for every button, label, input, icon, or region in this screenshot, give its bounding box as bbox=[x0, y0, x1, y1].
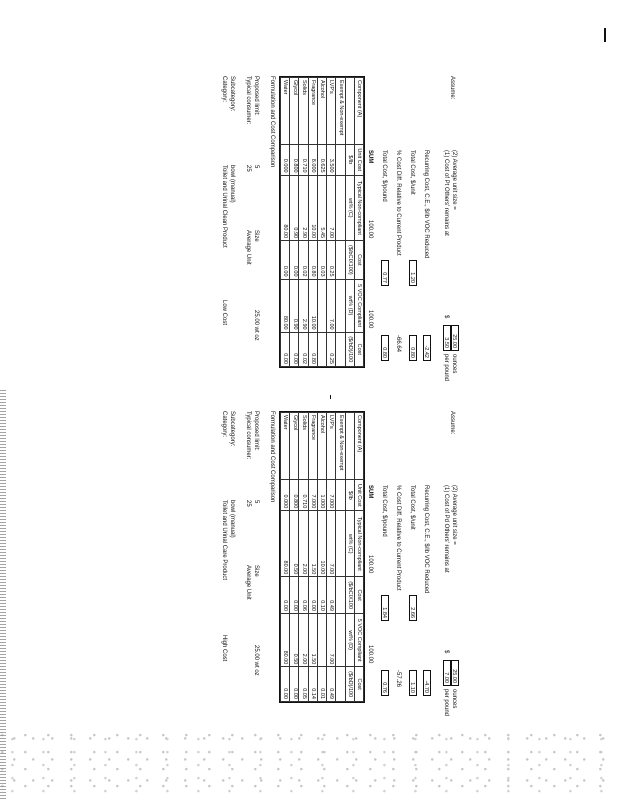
wt-d-cell: 80.00 bbox=[281, 613, 290, 666]
sum-d: 100.00 bbox=[367, 645, 373, 664]
table-row bbox=[336, 78, 345, 367]
unit-cost-cell bbox=[336, 480, 345, 511]
dollar-sign: $ bbox=[443, 650, 449, 654]
cost-d-cell: 0.00 bbox=[290, 667, 299, 702]
category-label: Category: bbox=[221, 411, 227, 438]
component-cell: Exempt & Non-exempt bbox=[336, 78, 345, 145]
wt-d-cell: 7.00 bbox=[327, 613, 336, 666]
component-cell: Water bbox=[281, 413, 290, 480]
wt-c-cell: 80.00 bbox=[281, 175, 290, 241]
assume-unit2: ounces bbox=[451, 689, 457, 709]
header-voc-compliant: 5 VOC Compliant bbox=[354, 613, 363, 666]
component-cell: Exempt & Non-exempt bbox=[336, 413, 345, 480]
header-cost-b: Cost bbox=[354, 332, 363, 366]
wt-d-cell: 7.00 bbox=[327, 279, 336, 332]
table-row bbox=[281, 78, 290, 367]
recurring-value: -4.70 bbox=[423, 670, 431, 696]
unit-cost-cell bbox=[336, 144, 345, 175]
header-cost: Cost bbox=[354, 577, 363, 614]
assume-label: Assume: bbox=[449, 76, 455, 100]
cost-c-cell: 0.06 bbox=[299, 577, 308, 614]
assume-unit1: per pound bbox=[443, 689, 449, 717]
wt-c-cell bbox=[336, 511, 345, 577]
total-cost-c: 1.84 bbox=[381, 595, 389, 621]
proposed-limit-label: Proposed limit: bbox=[253, 76, 259, 116]
cost-d-cell bbox=[317, 332, 326, 366]
table-row bbox=[327, 413, 336, 702]
subcategory-value: bowl (manual) bbox=[229, 165, 235, 203]
cost-d-cell: 0.05 bbox=[299, 667, 308, 702]
cost-d-cell: 0.00 bbox=[281, 667, 290, 702]
wt-c-cell: 10.00 bbox=[317, 511, 326, 577]
cost-d-cell: 0.25 bbox=[327, 332, 336, 366]
table-row bbox=[299, 78, 308, 367]
component-cell: Alcohol bbox=[317, 413, 326, 480]
typical-consumer-label: Typical consumer: bbox=[245, 76, 251, 125]
total-cost-label: Total Cost, $/pound bbox=[381, 150, 387, 202]
component-cell: Solids bbox=[299, 413, 308, 480]
wt-c-cell: 7.00 bbox=[327, 511, 336, 577]
sum-d: 100.00 bbox=[367, 310, 373, 329]
total-unit-d: 0.80 bbox=[409, 335, 417, 361]
recurring-label: Recurring Cost, C.E., $/lb VOC Reduced bbox=[423, 150, 429, 259]
cost-c-cell: 0.02 bbox=[299, 241, 308, 279]
wt-c-cell bbox=[336, 175, 345, 241]
header-wt-d: wt% (D) bbox=[345, 279, 354, 332]
cost-c-cell: 0.25 bbox=[327, 241, 336, 279]
dollar-sign: $ bbox=[443, 315, 449, 319]
component-cell: Fragrance bbox=[308, 78, 317, 145]
wt-c-cell: 10.00 bbox=[308, 175, 317, 241]
table-row bbox=[308, 78, 317, 367]
scan-mark bbox=[604, 28, 606, 42]
wt-c-cell: 2.00 bbox=[299, 511, 308, 577]
consumer-value: 25 bbox=[245, 500, 251, 507]
sum-label: SUM bbox=[367, 150, 373, 164]
pct-diff-label: % Cost Diff. Relative to Current Product bbox=[395, 485, 401, 591]
formulation-table bbox=[279, 411, 365, 703]
cost-d-cell: 0.00 bbox=[290, 332, 299, 366]
category-value: Toilet and Urinal Care Product bbox=[221, 500, 227, 581]
subcategory-value: bowl (manual) bbox=[229, 500, 235, 538]
cost-c-cell: 0.00 bbox=[290, 577, 299, 614]
component-cell: Solids bbox=[299, 78, 308, 145]
assume-unit1: per pound bbox=[443, 354, 449, 382]
pct-diff-label: % Cost Diff. Relative to Current Product bbox=[395, 150, 401, 256]
cost-c-cell bbox=[336, 577, 345, 614]
assume-val2: 25.00 bbox=[451, 660, 459, 686]
unit-cost-cell: 8.000 bbox=[308, 144, 317, 175]
header-unit-cost-units: $/lb bbox=[345, 144, 354, 175]
wt-c-cell: 7.00 bbox=[327, 175, 336, 241]
unit-cost-cell: 0.710 bbox=[299, 480, 308, 511]
wt-c-cell: 1.50 bbox=[308, 511, 317, 577]
wt-c-cell: 0.50 bbox=[290, 511, 299, 577]
component-cell: Glycol bbox=[290, 413, 299, 480]
assume-1: (1) Cost of Pd Others' remains at bbox=[443, 485, 449, 573]
header-cost: Cost bbox=[354, 241, 363, 279]
header-unit-cost-units: $/lb bbox=[345, 480, 354, 511]
cost-d-cell: 0.00 bbox=[281, 332, 290, 366]
cost-c-cell bbox=[336, 241, 345, 279]
total-unit-label: Total Cost, $/unit bbox=[409, 150, 415, 195]
pct-diff-value: -57.26 bbox=[395, 670, 401, 688]
total-unit-d: 1.10 bbox=[409, 670, 417, 696]
wt-d-cell bbox=[336, 613, 345, 666]
cost-c-cell: 0.00 bbox=[281, 577, 290, 614]
assume-2: (2) Average unit size = bbox=[451, 150, 457, 210]
table-row bbox=[308, 413, 317, 702]
average-unit-label: Average Unit bbox=[245, 230, 251, 265]
cost-level: High Cost bbox=[221, 635, 227, 662]
unit-cost-cell: 0.800 bbox=[290, 144, 299, 175]
size-value: 25.00 wt oz bbox=[253, 645, 259, 676]
cost-c-cell: 0.49 bbox=[327, 577, 336, 614]
total-unit-label: Total Cost, $/unit bbox=[409, 485, 415, 530]
subcategory-label: Subcategory: bbox=[229, 411, 235, 447]
recurring-value: -2.42 bbox=[423, 335, 431, 361]
cost-d-cell: 0.80 bbox=[308, 332, 317, 366]
component-cell: LVP's bbox=[327, 78, 336, 145]
wt-c-cell: 5.45 bbox=[317, 175, 326, 241]
total-unit-c: 1.20 bbox=[409, 260, 417, 286]
wt-d-cell: 1.50 bbox=[308, 613, 317, 666]
unit-cost-cell: 3.500 bbox=[327, 144, 336, 175]
size-label: Size bbox=[253, 565, 259, 577]
table-row bbox=[299, 413, 308, 702]
limit-value: 5 bbox=[253, 165, 259, 169]
unit-cost-cell: 7.000 bbox=[308, 480, 317, 511]
wt-d-cell: 2.90 bbox=[299, 279, 308, 332]
unit-cost-cell: 0.000 bbox=[281, 144, 290, 175]
header-cost-b-formula: ($/bD)/100 bbox=[345, 667, 354, 702]
wt-d-cell bbox=[317, 279, 326, 332]
header-cost-b: Cost bbox=[354, 667, 363, 702]
cost-d-cell: 0.02 bbox=[299, 332, 308, 366]
sum-label: SUM bbox=[367, 485, 373, 499]
unit-cost-cell: 0.710 bbox=[299, 144, 308, 175]
category-value: Toilet and Urinal Clean Product bbox=[221, 165, 227, 248]
formulation-title: Formulation and Cost Comparison bbox=[269, 411, 275, 503]
wt-c-cell: 0.90 bbox=[290, 175, 299, 241]
header-component: Component (A) bbox=[354, 78, 363, 145]
wt-d-cell: 0.90 bbox=[290, 279, 299, 332]
subcategory-label: Subcategory: bbox=[229, 76, 235, 112]
limit-value: 5 bbox=[253, 500, 259, 504]
header-voc-compliant: 5 VOC Compliant bbox=[354, 279, 363, 332]
formulation-table bbox=[279, 76, 365, 368]
unit-cost-cell: 0.625 bbox=[317, 144, 326, 175]
table-row bbox=[317, 413, 326, 702]
wt-d-cell: 2.00 bbox=[299, 613, 308, 666]
consumer-value: 25 bbox=[245, 165, 251, 172]
average-unit-label: Average Unit bbox=[245, 565, 251, 600]
cost-c-cell: 0.00 bbox=[308, 577, 317, 614]
cost-d-cell bbox=[336, 332, 345, 366]
total-cost-label: Total Cost, $/pound bbox=[381, 485, 387, 537]
assume-2: (2) Average unit size = bbox=[451, 485, 457, 545]
pct-diff-value: -66.64 bbox=[395, 335, 401, 353]
proposed-limit-label: Proposed limit: bbox=[253, 411, 259, 451]
cost-d-cell: 0.14 bbox=[308, 667, 317, 702]
size-label: Size bbox=[253, 230, 259, 242]
total-unit-c: 2.66 bbox=[409, 595, 417, 621]
table-row bbox=[290, 78, 299, 367]
table-row bbox=[290, 413, 299, 702]
header-cost-b-formula: ($/bD)/100 bbox=[345, 332, 354, 366]
table-subheader-row bbox=[345, 78, 354, 367]
formulation-title: Formulation and Cost Comparison bbox=[269, 76, 275, 168]
wt-d-cell: 0.50 bbox=[290, 613, 299, 666]
wt-d-cell: 10.00 bbox=[308, 279, 317, 332]
header-cost-formula: ($/bCIX100) bbox=[345, 241, 354, 279]
cost-c-cell: 0.00 bbox=[281, 241, 290, 279]
unit-cost-cell: 7.000 bbox=[327, 480, 336, 511]
wt-d-cell: 80.00 bbox=[281, 279, 290, 332]
sum-c: 100.00 bbox=[367, 555, 373, 574]
table-header-row bbox=[354, 78, 363, 367]
component-cell: LVP's bbox=[327, 413, 336, 480]
header-wt-c: wt% (C) bbox=[345, 175, 354, 241]
header-typical: Typical Non-compliant bbox=[354, 511, 363, 577]
unit-cost-cell: 1.000 bbox=[317, 480, 326, 511]
total-cost-d: 0.76 bbox=[381, 670, 389, 696]
typical-consumer-label: Typical consumer: bbox=[245, 411, 251, 460]
table-row bbox=[281, 413, 290, 702]
cost-level: Low Cost bbox=[221, 300, 227, 326]
sheet-high-cost bbox=[215, 405, 515, 800]
table-row bbox=[327, 78, 336, 367]
header-unit-cost: Unit Cost bbox=[354, 480, 363, 511]
assume-unit2: ounces bbox=[451, 354, 457, 374]
total-cost-d: 0.80 bbox=[381, 335, 389, 361]
sum-c: 100.00 bbox=[367, 220, 373, 239]
component-cell: Fragrance bbox=[308, 413, 317, 480]
header-wt-c: wt% (C) bbox=[345, 511, 354, 577]
table-row bbox=[336, 413, 345, 702]
table-row bbox=[317, 78, 326, 367]
cost-c-cell: 0.03 bbox=[317, 241, 326, 279]
cost-d-cell: 0.01 bbox=[317, 667, 326, 702]
header-typical: Typical Non-compliant bbox=[354, 175, 363, 241]
category-label: Category: bbox=[221, 76, 227, 103]
table-subheader-row bbox=[345, 413, 354, 702]
assume-val1: 7.00 bbox=[443, 660, 451, 686]
unit-cost-cell: 0.000 bbox=[281, 480, 290, 511]
cost-c-cell: 0.80 bbox=[308, 241, 317, 279]
header-wt-d: wt% (D) bbox=[345, 613, 354, 666]
component-cell: Alcohol bbox=[317, 78, 326, 145]
divider-mark bbox=[330, 395, 331, 399]
cost-d-cell bbox=[336, 667, 345, 702]
assume-label: Assume: bbox=[449, 411, 455, 435]
cost-d-cell: 0.49 bbox=[327, 667, 336, 702]
cost-c-cell: 0.10 bbox=[317, 577, 326, 614]
total-cost-c: 0.77 bbox=[381, 260, 389, 286]
header-cost-formula: ($/bCIX100 bbox=[345, 577, 354, 614]
component-cell: Glycol bbox=[290, 78, 299, 145]
unit-cost-cell: 0.800 bbox=[290, 480, 299, 511]
wt-d-cell bbox=[336, 279, 345, 332]
assume-1: (1) Cost of Pt Others' remains at bbox=[443, 150, 449, 236]
wt-d-cell bbox=[317, 613, 326, 666]
wt-c-cell: 80.00 bbox=[281, 511, 290, 577]
assume-val2: 25.00 bbox=[451, 325, 459, 351]
header-component: Component (A) bbox=[354, 413, 363, 480]
header-unit-cost: Unit Cost bbox=[354, 144, 363, 175]
recurring-label: Recurring Cost, C.E., $/lb VOC Reduced bbox=[423, 485, 429, 594]
cost-c-cell: 0.00 bbox=[290, 241, 299, 279]
assume-val1: 3.50 bbox=[443, 325, 451, 351]
wt-c-cell: 2.90 bbox=[299, 175, 308, 241]
component-cell: Water bbox=[281, 78, 290, 145]
table-header-row bbox=[354, 413, 363, 702]
size-value: 25.00 wt oz bbox=[253, 310, 259, 341]
